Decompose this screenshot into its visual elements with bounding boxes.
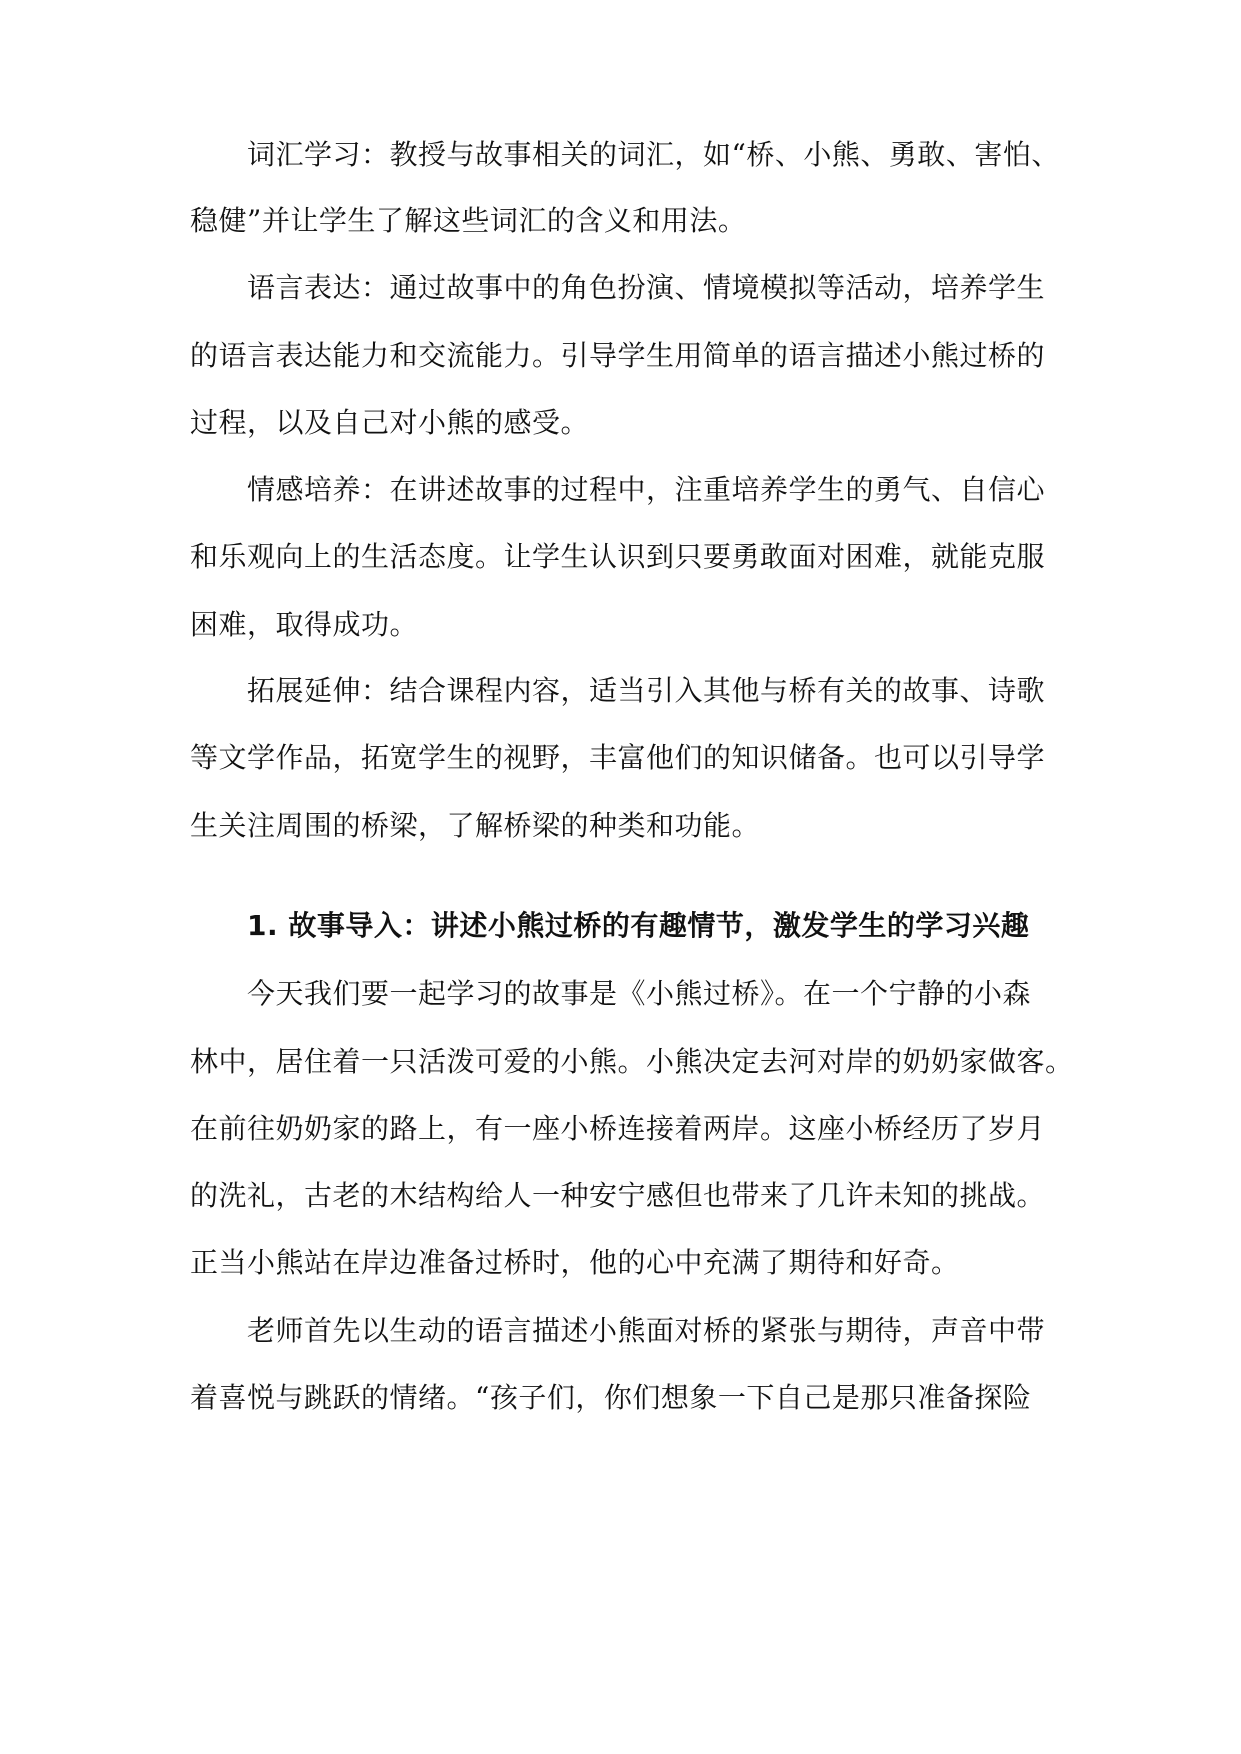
paragraph-expression-line-1: 语言表达：通过故事中的角色扮演、情境模拟等活动，培养学生 — [247, 271, 1046, 304]
paragraph-vocabulary-line-2: 稳健”并让学生了解这些词汇的含义和用法。 — [190, 204, 747, 237]
paragraph-teacher-line-1: 老师首先以生动的语言描述小熊面对桥的紧张与期待，声音中带 — [247, 1314, 1046, 1347]
paragraph-story-line-2: 林中，居住着一只活泼可爱的小熊。小熊决定去河对岸的奶奶家做客。 — [190, 1045, 1074, 1078]
paragraph-story-line-5: 正当小熊站在岸边准备过桥时，他的心中充满了期待和好奇。 — [190, 1246, 960, 1279]
paragraph-emotion-line-2: 和乐观向上的生活态度。让学生认识到只要勇敢面对困难，就能克服 — [190, 540, 1046, 573]
paragraph-emotion-line-3: 困难，取得成功。 — [190, 608, 419, 641]
paragraph-story-line-4: 的洗礼，古老的木结构给人一种安宁感但也带来了几许未知的挑战。 — [190, 1179, 1046, 1212]
paragraph-extension-line-1: 拓展延伸：结合课程内容，适当引入其他与桥有关的故事、诗歌 — [247, 674, 1046, 707]
paragraph-emotion-line-1: 情感培养：在讲述故事的过程中，注重培养学生的勇气、自信心 — [247, 473, 1046, 506]
paragraph-expression-line-2: 的语言表达能力和交流能力。引导学生用简单的语言描述小熊过桥的 — [190, 339, 1046, 372]
section-heading: 1. 故事导入：讲述小熊过桥的有趣情节，激发学生的学习兴趣 — [247, 909, 1030, 942]
paragraph-extension-line-2: 等文学作品，拓宽学生的视野，丰富他们的知识储备。也可以引导学 — [190, 741, 1046, 774]
paragraph-vocabulary-line-1: 词汇学习：教授与故事相关的词汇，如“桥、小熊、勇敢、害怕、 — [247, 138, 1060, 171]
paragraph-story-line-3: 在前往奶奶家的路上，有一座小桥连接着两岸。这座小桥经历了岁月 — [190, 1112, 1046, 1145]
paragraph-teacher-line-2: 着喜悦与跳跃的情绪。“孩子们，你们想象一下自己是那只准备探险 — [190, 1381, 1032, 1414]
paragraph-story-line-1: 今天我们要一起学习的故事是《小熊过桥》。在一个宁静的小森 — [247, 977, 1032, 1010]
paragraph-extension-line-3: 生关注周围的桥梁，了解桥梁的种类和功能。 — [190, 809, 761, 842]
paragraph-expression-line-3: 过程，以及自己对小熊的感受。 — [190, 406, 590, 439]
